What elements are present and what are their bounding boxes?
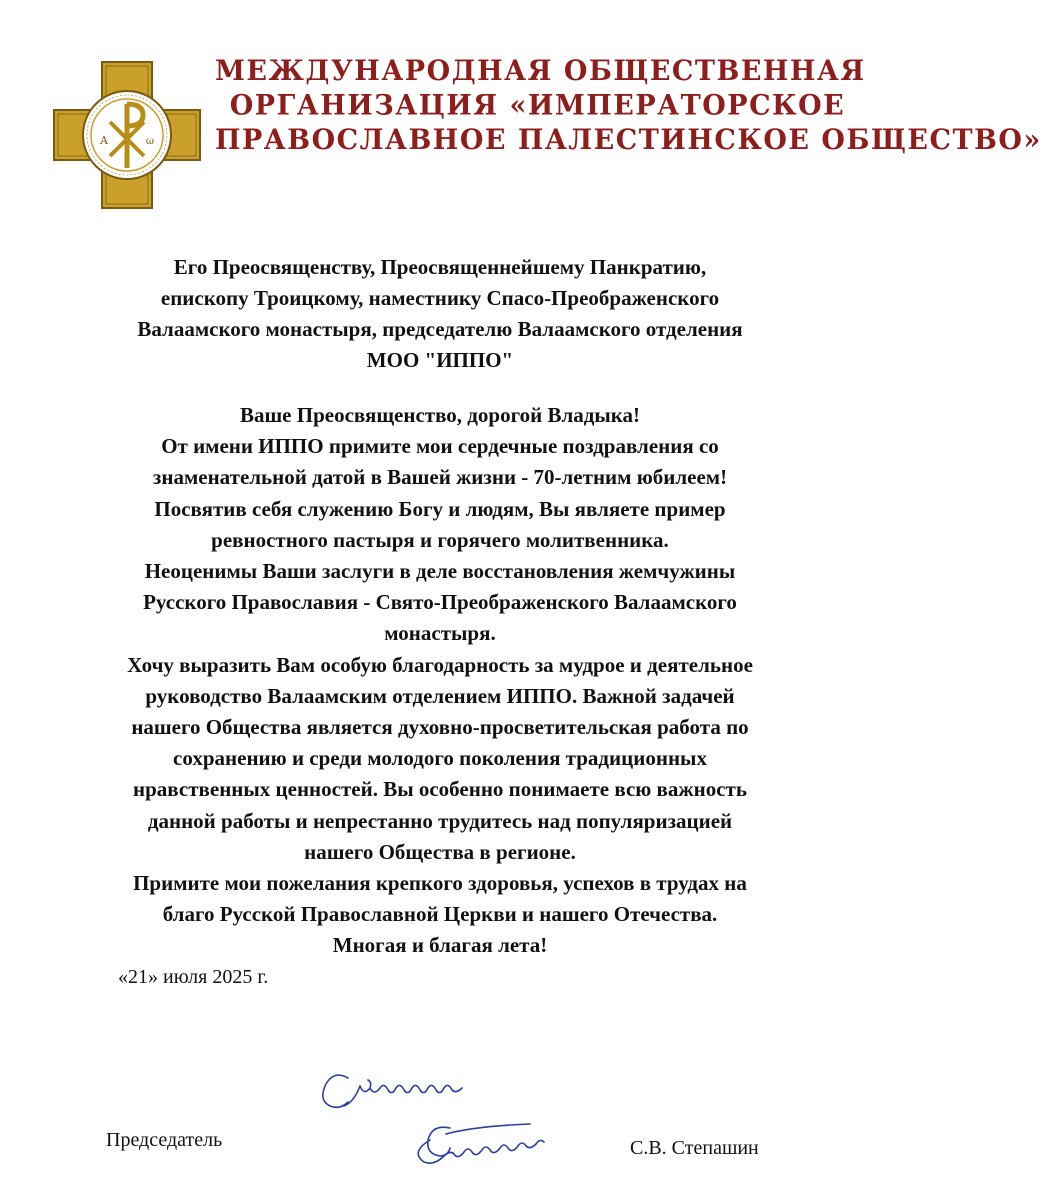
handwritten-signature	[300, 1060, 560, 1180]
org-name-line: ПРАВОСЛАВНОЕ ПАЛЕСТИНСКОЕ ОБЩЕСТВО»	[215, 123, 1042, 157]
organization-name	[215, 54, 1042, 158]
body-line: нашего Общества в регионе.	[304, 839, 576, 864]
logo-emblem-icon	[52, 60, 202, 210]
body-line: Неоценимы Ваши заслуги в деле восстановления жемчужины	[144, 559, 736, 584]
address-line: епископу Троицкому, наместнику Спасо-Преображенского	[160, 286, 720, 310]
svg-text:A: A	[100, 134, 108, 147]
body-line: Хочу выразить Вам особую благодарность за мудрое и деятельное	[127, 652, 753, 677]
body-line: монастыря.	[384, 621, 496, 646]
signer-name: С.В. Степашин	[630, 1137, 759, 1159]
address-line: МОО "ИППО"	[366, 348, 514, 372]
body-line: знаменательной датой в Вашей жизни - 70-летним юбилеем!	[152, 465, 728, 490]
body-line: сохранению и среди молодого поколения традиционных	[173, 746, 707, 771]
address-line: Его Преосвященству, Преосвященнейшему Панкратию,	[173, 255, 707, 279]
letter-body	[90, 400, 790, 962]
body-line: Посвятив себя служению Богу и людям, Вы являете пример	[154, 496, 726, 521]
body-line: Ваше Преосвященство, дорогой Владыка!	[239, 403, 641, 427]
body-line: благо Русской Православной Церкви и нашего Отечества.	[162, 902, 718, 927]
body-line: Многая и благая лета!	[332, 933, 548, 958]
body-line: Русского Православия - Свято-Преображенского Валаамского	[143, 590, 737, 615]
addressee-block	[90, 252, 790, 376]
body-line: Примите мои пожелания крепкого здоровья, успехов в трудах на	[133, 871, 747, 896]
body-line: данной работы и непрестанно трудитесь над популяризацией	[147, 808, 733, 833]
body-line: руководство Валаамским отделением ИППО. Важной задачей	[145, 683, 735, 708]
body-line: От имени ИППО примите мои сердечные поздравления со	[161, 434, 719, 459]
address-line: Валаамского монастыря, председателю Валаамского отделения	[137, 317, 743, 341]
body-line: ревностного пастыря и горячего молитвенника.	[211, 527, 669, 552]
signer-role: Председатель	[106, 1129, 223, 1151]
org-name-line: МЕЖДУНАРОДНАЯ ОБЩЕСТВЕННАЯ	[215, 54, 866, 88]
org-name-line: ОРГАНИЗАЦИЯ «ИМПЕРАТОРСКОЕ	[229, 89, 846, 122]
body-line: нашего Общества является духовно-просветительская работа по	[131, 715, 749, 740]
body-line: нравственных ценностей. Вы особенно понимаете всю важность	[133, 777, 747, 802]
letter-date: «21» июля 2025 г.	[118, 966, 269, 988]
svg-text:ω: ω	[145, 136, 155, 147]
